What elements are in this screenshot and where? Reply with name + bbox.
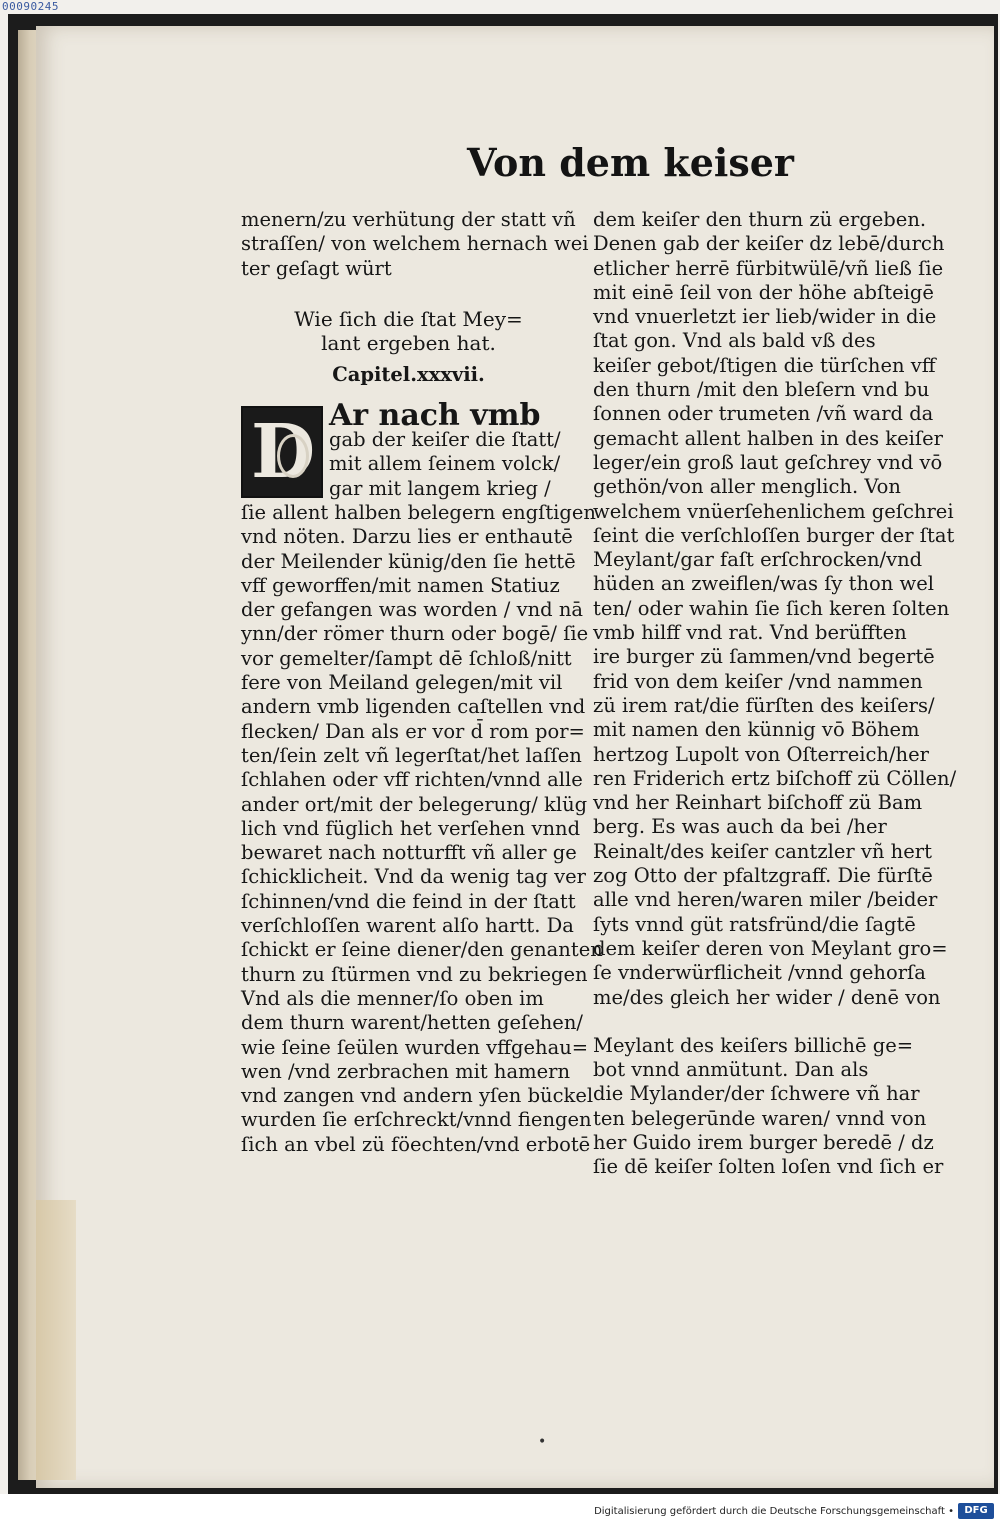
text-line: ſeint die verſchloſſen burger der ſtat bbox=[593, 523, 955, 547]
text-line: wie ſeine ſeülen wurden vffgehau= bbox=[241, 1035, 589, 1059]
text-line: ſich an vbel zü föechten/vnd erbotē bbox=[241, 1132, 591, 1156]
text-line: dem keiſer deren von Meylant gro= bbox=[593, 936, 948, 960]
text-line: ſchinnen/vnd die feind in der ſtatt bbox=[241, 889, 576, 913]
text-line: ſie dē keiſer ſolten loſen vnd ſich er bbox=[593, 1155, 944, 1179]
text-line: hertzog Lupolt von Oſterreich/her bbox=[593, 742, 929, 766]
text-line: Meylant des keiſers billichē ge= bbox=[593, 1033, 914, 1057]
text-line: verſchloſſen warent alſo hartt. Da bbox=[241, 914, 574, 938]
text-line: keiſer gebot/ſtigen die türſchen vff bbox=[593, 353, 936, 377]
text-line: mit einē ſeil von der höhe abſteigē bbox=[593, 280, 934, 304]
text-line: ſe vnderwürflicheit /vnnd gehorſa bbox=[593, 961, 926, 985]
text-line: ten/ oder wahin ſie ſich keren ſolten bbox=[593, 596, 950, 620]
text-line: andern vmb ligenden caſtellen vnd bbox=[241, 695, 586, 719]
running-head: Von dem keiser bbox=[467, 140, 794, 185]
text-line: Ar nach vmb bbox=[329, 397, 541, 433]
right-column bbox=[593, 208, 957, 1180]
chapter-label: Capitel.xxxvii. bbox=[332, 363, 485, 387]
text-line: ſchlahen oder vff richten/vnnd alle bbox=[241, 768, 583, 792]
text-line: Reinalt/des keiſer cantzler vñ hert bbox=[593, 839, 932, 863]
text-line: ſchickt er ſeine diener/den genanten bbox=[241, 938, 603, 962]
text-line: vnd vnuerletzt ier lieb/wider in die bbox=[593, 305, 937, 329]
text-line: ander ort/mit der belegerung/ klüg bbox=[241, 792, 588, 816]
text-line: menern/zu verhütung der statt vñ bbox=[241, 208, 576, 231]
text-line: Denen gab der keiſer dz lebē/durch bbox=[593, 232, 945, 256]
scan-id-label: 00090245 bbox=[2, 0, 59, 13]
text-line: ynn/der römer thurn oder bogē/ ſie bbox=[241, 622, 589, 646]
text-line: gethön/von aller menglich. Von bbox=[593, 475, 901, 499]
text-line: den thurn /mit den bleſern vnd bu bbox=[593, 378, 930, 402]
text-line: wen /vnd zerbrachen mit hamern bbox=[241, 1059, 571, 1083]
text-line: zog Otto der pfaltzgraff. Die fürſtē bbox=[593, 864, 933, 888]
text-line: lich vnd füglich het verſehen vnnd bbox=[241, 816, 581, 840]
page-stain bbox=[36, 1200, 76, 1480]
text-line: Meylant/gar faſt erſchrocken/vnd bbox=[593, 548, 923, 572]
text-line: ire burger zü ſammen/vnd begertē bbox=[593, 645, 935, 669]
text-line: ſonnen oder trumeten /vñ ward da bbox=[593, 402, 934, 426]
text-line: ter geſagt würt bbox=[241, 256, 392, 280]
text-line: berg. Es was auch da bei /her bbox=[593, 815, 887, 839]
text-line: her Guido irem burger beredē / dz bbox=[593, 1130, 934, 1154]
dfg-logo-icon: DFG bbox=[958, 1503, 994, 1519]
text-line: ſyts vnnd güt ratsfründ/die ſagtē bbox=[593, 912, 916, 936]
text-line: gar mit langem krieg / bbox=[329, 476, 551, 500]
text-line: gemacht allent halben in des keiſer bbox=[593, 426, 943, 450]
text-line: ten belegerūnde waren/ vnnd von bbox=[593, 1106, 927, 1130]
left-column bbox=[241, 208, 603, 1157]
text-line: leger/ein groß laut geſchrey vnd vō bbox=[593, 450, 943, 474]
text-line: zü irem rat/die fürſten des keiſers/ bbox=[593, 693, 935, 717]
text-line: dem keiſer den thurn zü ergeben. bbox=[593, 208, 927, 231]
funding-notice: Digitalisierung gefördert durch die Deutsche Forschungsgemeinschaft • bbox=[594, 1506, 954, 1517]
left-column-body bbox=[241, 500, 603, 1157]
text-line: etlicher herrē fürbitwülē/vñ ließ ſie bbox=[593, 256, 944, 280]
text-line: vmb hilff vnd rat. Vnd berüfften bbox=[593, 621, 907, 645]
footer-bar bbox=[0, 1494, 1000, 1527]
text-line: die Mylander/der ſchwere vñ har bbox=[593, 1082, 920, 1106]
right-column-body bbox=[593, 208, 957, 1010]
initial-letter: D bbox=[251, 408, 316, 495]
text-line: ſie allent halben belegern engſtigen bbox=[241, 500, 596, 524]
text-line: vnd nöten. Darzu lies er enthautē bbox=[241, 525, 573, 549]
text-line: alle vnd heren/waren miler /beider bbox=[593, 888, 938, 912]
text-line: ren Friderich ertz biſchoff zü Cöllen/ bbox=[593, 766, 957, 790]
text-line: vor gemelter/ſampt dē ſchloß/nitt bbox=[241, 646, 572, 670]
text-line: ſtat gon. Vnd als bald vß des bbox=[593, 329, 876, 353]
text-line: frid von dem keiſer /vnd nammen bbox=[593, 669, 923, 693]
text-line: der gefangen was worden / vnd nā bbox=[241, 598, 584, 622]
text-line: ten/ſein zelt vñ legerſtat/het laſſen bbox=[241, 743, 582, 767]
page-mark: • bbox=[538, 1434, 547, 1450]
text-line: vnd her Reinhart biſchoff zü Bam bbox=[593, 791, 923, 815]
right-column-continuation bbox=[593, 1033, 944, 1180]
text-line: der Meilender künig/den ſie hettē bbox=[241, 549, 576, 573]
text-line: vnd zangen vnd andern yſen bückel bbox=[241, 1084, 594, 1108]
text-line: flecken/ Dan als er vor d̄ rom por= bbox=[241, 719, 585, 743]
text-line: Wie ſich die ſtat Mey= bbox=[294, 306, 523, 331]
text-line: thurn zu ſtürmen vnd zu bekriegen bbox=[241, 962, 588, 986]
text-line: ſchicklicheit. Vnd da wenig tag ver bbox=[241, 865, 586, 889]
text-line: lant ergeben hat. bbox=[321, 331, 496, 356]
text-line: welchem vnüerſehenlichem geſchrei bbox=[593, 499, 954, 523]
text-line: mit namen den künnig vō Böhem bbox=[593, 718, 920, 742]
text-line: Vnd als die menner/ſo oben im bbox=[241, 986, 544, 1010]
text-line: hüden an zweiflen/was ſy thon wel bbox=[593, 572, 935, 596]
text-line: straſſen/ von welchem hernach wei bbox=[241, 232, 589, 256]
section-heading bbox=[241, 307, 576, 356]
initial-ornament-icon bbox=[277, 434, 309, 478]
decorated-initial bbox=[241, 406, 323, 498]
text-line: mit allem ſeinem volck/ bbox=[329, 452, 561, 476]
text-line: bewaret nach notturfft vñ aller ge bbox=[241, 841, 577, 865]
text-line: dem thurn warent/hetten geſehen/ bbox=[241, 1011, 583, 1035]
text-line: bot vnnd anmütunt. Dan als bbox=[593, 1058, 869, 1082]
text-line: wurden ſie erſchreckt/vnnd fiengen bbox=[241, 1108, 592, 1132]
text-line: fere von Meiland gelegen/mit vil bbox=[241, 671, 563, 695]
text-line: vff geworffen/mit namen Statiuz bbox=[241, 573, 560, 597]
left-column-intro bbox=[241, 208, 589, 281]
text-line: gab der keiſer die ſtatt/ bbox=[329, 428, 561, 452]
text-line: me/des gleich her wider / denē von bbox=[593, 985, 941, 1009]
